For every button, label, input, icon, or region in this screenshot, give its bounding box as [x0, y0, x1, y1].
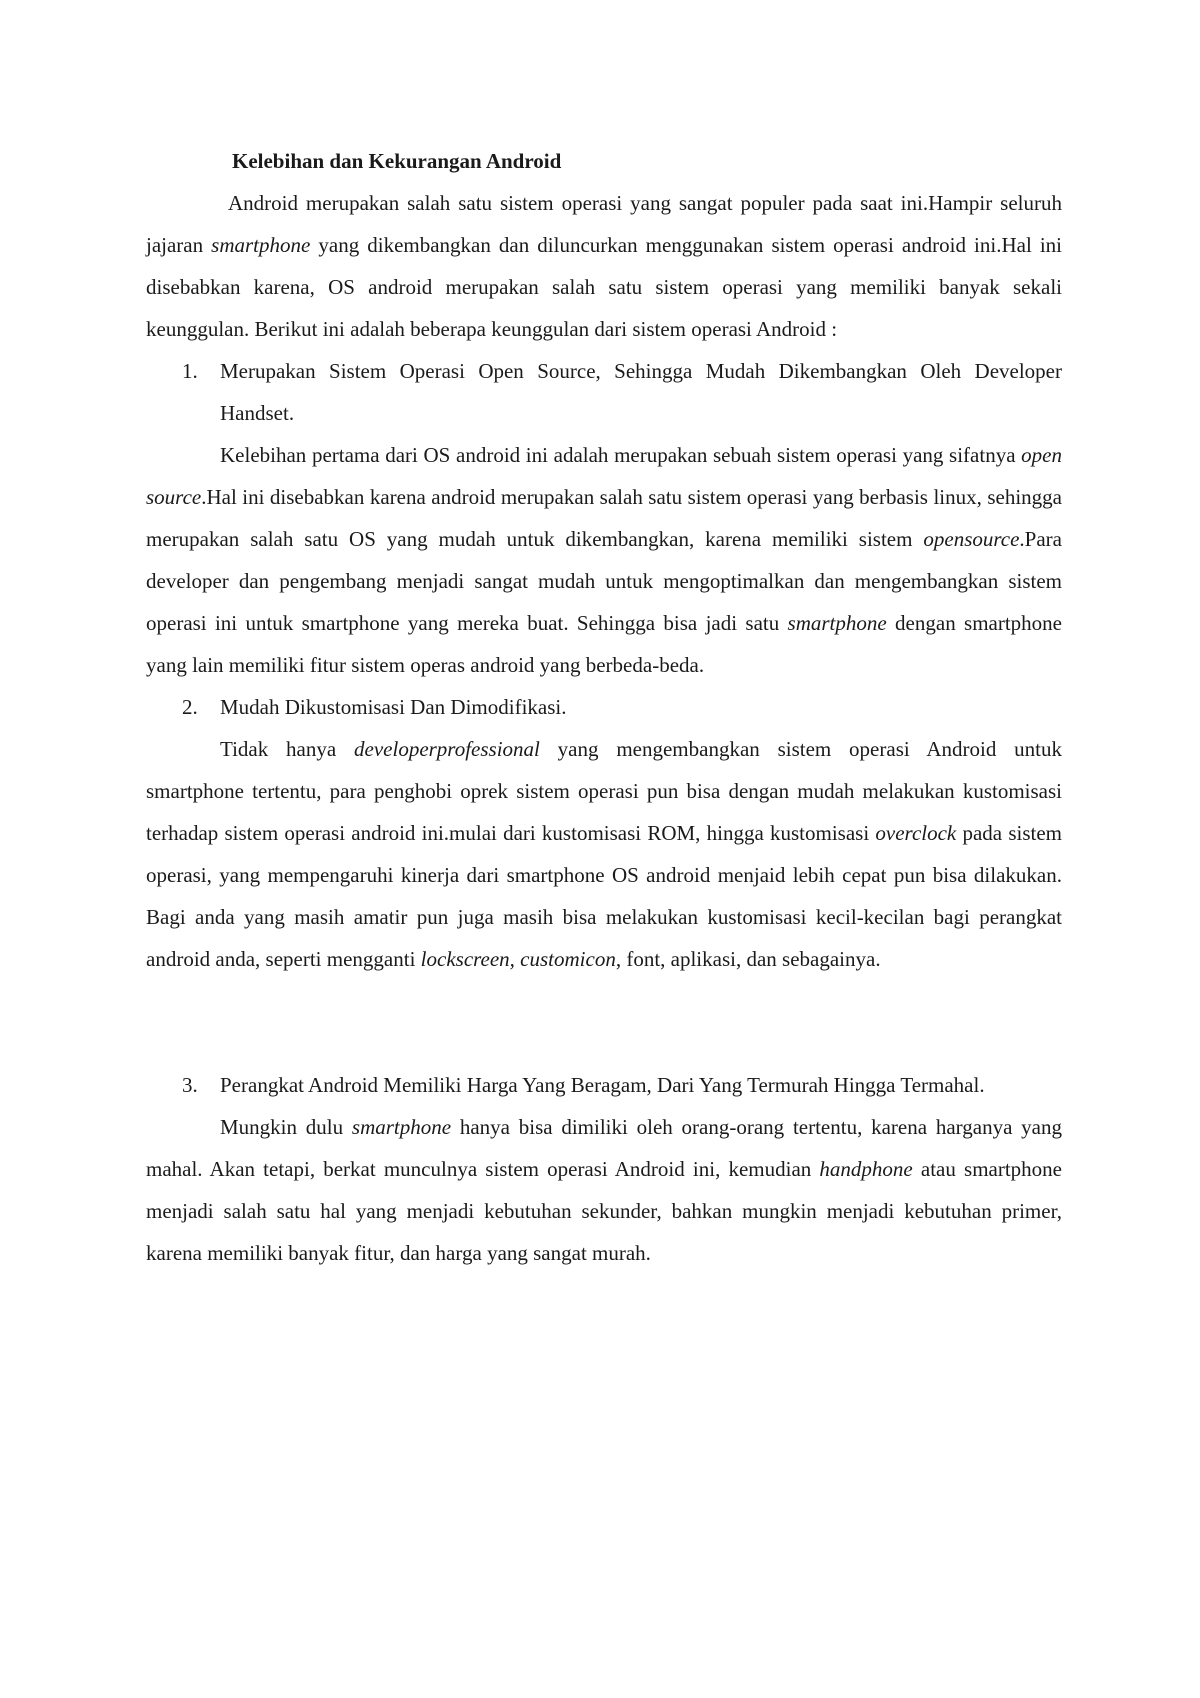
list-heading-3: Perangkat Android Memiliki Harga Yang Beragam, Dari Yang Termurah Hingga Termahal.	[220, 1073, 985, 1097]
item-1-text-4: dengan smartphone yang lain memiliki fitur sistem operas android yang berbeda-beda.	[146, 611, 1062, 677]
item-3-italic-2: handphone	[819, 1157, 913, 1181]
item-1-italic-3: smartphone	[787, 611, 887, 635]
list-number-3: 3.	[182, 1073, 198, 1097]
item-3-italic-1: smartphone	[351, 1115, 452, 1139]
blank-space	[146, 980, 1062, 1064]
item-1-paragraph-full	[146, 434, 1062, 686]
document-title: Kelebihan dan Kekurangan Android	[232, 149, 562, 173]
intro-text-a: Android merupakan salah satu sistem operasi yang sangat populer pada saat ini.Hampir seluruh jajaran	[146, 191, 1062, 257]
item-2-italic-2: overclock	[875, 821, 957, 845]
item-3-paragraph	[146, 1106, 1062, 1274]
list-heading-2: Mudah Dikustomisasi Dan Dimodifikasi.	[220, 695, 567, 719]
list-item-1	[146, 350, 1062, 434]
item-2-italic-1: developerprofessional	[354, 737, 540, 761]
intro-italic-smartphone: smartphone	[211, 233, 311, 257]
item-3-text-3: atau smartphone menjadi salah satu hal yang menjadi kebutuhan sekunder, bahkan mungkin menjadi kebutuhan primer, karena memiliki banyak fitur, dan harga yang sangat murah.	[146, 1157, 1062, 1265]
item-2-text-4: , font, aplikasi, dan sebagainya.	[615, 947, 881, 971]
item-2-text-2: yang mengembangkan sistem operasi Android untuk smartphone tertentu, para penghobi oprek sistem operasi pun bisa dengan mudah melakukan kustomisasi terhadap sistem operasi android ini.mulai dari kustomisasi ROM, hingga kustomisasi	[146, 737, 1062, 845]
item-2-text-3: pada sistem operasi, yang mempengaruhi kinerja dari smartphone OS android menjaid lebih cepat pun bisa dilakukan. Bagi anda yang masih amatir pun juga masih bisa melakukan kustomisasi kecil-kecilan bagi perangkat android anda, seperti mengganti	[146, 821, 1062, 971]
item-3-text-1: Mungkin dulu	[220, 1115, 352, 1139]
list-item-3	[146, 1064, 1062, 1106]
item-3-text-2: hanya bisa dimiliki oleh orang-orang tertentu, karena harganya yang mahal. Akan tetapi, berkat munculnya sistem operasi Android ini, kemudian	[146, 1115, 1062, 1181]
item-2-italic-3: lockscreen, customicon	[420, 947, 616, 971]
item-1-italic-2: opensource	[923, 527, 1020, 551]
list-item-2	[146, 686, 1062, 728]
list-number-1: 1.	[182, 359, 198, 383]
intro-text-c: yang dikembangkan dan diluncurkan menggunakan sistem operasi android ini.Hal ini disebabkan karena, OS android merupakan salah satu sistem operasi yang memiliki banyak sekali keunggulan. Berikut ini adalah beberapa keunggulan dari sistem operasi Android :	[146, 233, 1062, 341]
intro-paragraph	[146, 182, 1062, 350]
item-1-text-3: .Para developer dan pengembang menjadi sangat mudah untuk mengoptimalkan dan mengembangkan sistem operasi ini untuk smartphone yang mereka buat. Sehingga bisa jadi satu	[146, 527, 1062, 635]
list-number-2: 2.	[182, 695, 198, 719]
item-1-italic-1: open source	[146, 443, 1062, 509]
item-1-text-2: .Hal ini disebabkan karena android merupakan salah satu sistem operasi yang berbasis linux, sehingga merupakan salah satu OS yang mudah untuk dikembangkan, karena memiliki sistem	[146, 485, 1062, 551]
item-1-text-1: Kelebihan pertama dari OS android ini adalah merupakan sebuah sistem operasi yang sifatnya	[220, 443, 1022, 467]
list-heading-1: Merupakan Sistem Operasi Open Source, Sehingga Mudah Dikembangkan Oleh Developer Handset.	[220, 359, 1062, 425]
document-content	[146, 140, 1062, 1274]
item-2-text-1: Tidak hanya	[220, 737, 355, 761]
item-2-paragraph	[146, 728, 1062, 980]
